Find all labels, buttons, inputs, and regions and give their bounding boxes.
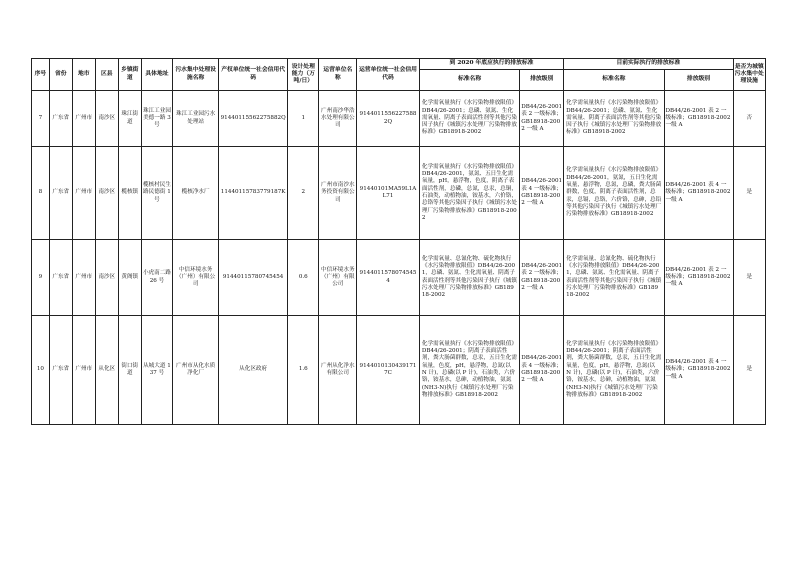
cell-town: 街口街道 — [118, 316, 141, 425]
cell-facility-name: 珠江工业园污水处理站 — [173, 91, 219, 147]
cell-is-urban: 否 — [733, 91, 765, 147]
cell-district: 南沙区 — [95, 147, 118, 240]
cell-is-urban: 是 — [733, 147, 765, 240]
header-std-name-current: 标准名称 — [564, 70, 664, 91]
cell-property-code: 91440115562275882Q — [219, 91, 288, 147]
cell-std-2020: 化学需氧量、总氰化物、硫化物执行《水污染物排放限值》DB44/26-2001，总磷、氨氮、生化需氧量、阴离子表面活性剂等其他污染因子执行《城镇污水处理厂污染物排放标准》GB18918-2002 — [419, 240, 519, 316]
cell-town: 黄阁镇 — [118, 240, 141, 316]
cell-province: 广东省 — [49, 316, 72, 425]
cell-capacity: 1 — [288, 91, 319, 147]
cell-city: 广州市 — [72, 91, 95, 147]
cell-std-current: 化学需氧量、总氰化物、硫化物执行《水污染物排放限值》DB44/26-2001，总磷、氨氮、生化需氧量、阴离子表面活性剂等其他污染因子执行《城镇污水处理厂污染物排放标准》GB18918-2002 — [564, 240, 664, 316]
cell-std-current: 化学需氧量执行《水污染物排放限值》DB44/26-2001；阴离子表面活性剂，粪大肠菌群数，总汞，五日生化需氧量，色度，pH，悬浮物，总氮(以 N 计)，总磷(以 P 计)，石油类，六价铬，铵基水，总砷，动植物油，氨氮(NH3-N)执行《城镇污水处理厂污染物排放标准》GB18918-2002 — [564, 316, 664, 425]
cell-seq: 7 — [32, 91, 50, 147]
cell-address: 小虎南二路 26 号 — [141, 240, 172, 316]
header-facility-name: 污水集中处理设施名称 — [173, 59, 219, 91]
cell-seq: 10 — [32, 316, 50, 425]
cell-seq: 9 — [32, 240, 50, 316]
cell-district: 南沙区 — [95, 240, 118, 316]
cell-address: 榄核村民生路民德街 1 号 — [141, 147, 172, 240]
cell-city: 广州市 — [72, 316, 95, 425]
cell-address: 珠江工业园美德一路 3 号 — [141, 91, 172, 147]
cell-level-2020: DB44/26-2001 表 4 一级标准；GB18918-2002 一级 A — [520, 147, 564, 240]
cell-province: 广东省 — [49, 91, 72, 147]
cell-district: 从化区 — [95, 316, 118, 425]
cell-is-urban: 是 — [733, 240, 765, 316]
cell-district: 南沙区 — [95, 91, 118, 147]
header-std-name-2020: 标准名称 — [419, 70, 519, 91]
table-row — [32, 240, 766, 316]
cell-operator: 中信环境水务（广州）有限公司 — [319, 240, 357, 316]
cell-property-code: 91440115780745454 — [219, 240, 288, 316]
header-group-current: 目前实际执行的排放标准 — [564, 59, 733, 70]
header-operator-code: 运营单位统一社会信用代码 — [357, 59, 420, 91]
cell-city: 广州市 — [72, 240, 95, 316]
cell-level-2020: DB44/26-2001 表 4 一级标准；GB18918-2002 一级 A — [520, 316, 564, 425]
header-city: 地市 — [72, 59, 95, 91]
cell-province: 广东省 — [49, 147, 72, 240]
cell-operator-code: 91440115562275882Q — [357, 91, 420, 147]
cell-std-2020: 化学需氧量执行《水污染物排放限值》DB44/26-2001；阴离子表面活性剂，粪大肠菌群数，总汞，五日生化需氧量，色度，pH，悬浮物，总氮(以 N 计)，总磷(以 P 计)，石油类，六价铬，铵基水，总砷，动植物油，氨氮(NH3-N)执行《城镇污水处理厂污染物排放标准》GB18918-2002 — [419, 316, 519, 425]
header-group-2020: 到 2020 年底应执行的排放标准 — [419, 59, 563, 70]
cell-property-code: 11440115783779187K — [219, 147, 288, 240]
header-operator: 运营单位名称 — [319, 59, 357, 91]
cell-property-code: 从化区政府 — [219, 316, 288, 425]
cell-city: 广州市 — [72, 147, 95, 240]
cell-operator-code: 91440101304391717C — [357, 316, 420, 425]
cell-std-current: 化学需氧量执行《水污染物排放限值》DB44/26-2001；总磷、氨氮、生化需氧量、阴离子表面活性剂等其他污染因子执行《城镇污水处理厂污染物排放标准》GB18918-2002 — [564, 91, 664, 147]
cell-level-current: DB44/26-2001 表 2 一级标准；GB18918-2002 一级 A — [664, 91, 733, 147]
cell-facility-name: 中信环境水务（广州）有限公司 — [173, 240, 219, 316]
cell-is-urban: 是 — [733, 316, 765, 425]
header-is-urban: 是否为城镇污水集中处理设施 — [733, 59, 765, 91]
cell-capacity: 0.6 — [288, 240, 319, 316]
table-row — [32, 91, 766, 147]
table-row — [32, 147, 766, 240]
cell-operator: 广州从化净水有限公司 — [319, 316, 357, 425]
cell-std-2020: 化学需氧量执行《水污染物排放限值》DB44/26-2001；总磷、氨氮、生化需氧量、阴离子表面活性剂等其他污染因子执行《城镇污水处理厂污染物排放标准》GB18918-2002 — [419, 91, 519, 147]
table-row — [32, 316, 766, 425]
header-district: 区县 — [95, 59, 118, 91]
cell-capacity: 2 — [288, 147, 319, 240]
cell-province: 广东省 — [49, 240, 72, 316]
cell-level-current: DB44/26-2001 表 2 一级标准；GB18918-2002 一级 A — [664, 240, 733, 316]
header-level-current: 排放级别 — [664, 70, 733, 91]
header-address: 具体地址 — [141, 59, 172, 91]
cell-town: 榄核镇 — [118, 147, 141, 240]
header-province: 省份 — [49, 59, 72, 91]
cell-operator: 广州南沙华浩水处理有限公司 — [319, 91, 357, 147]
cell-level-current: DB44/26-2001 表 4 一级标准；GB18918-2002 一级 A — [664, 147, 733, 240]
header-property-code: 产权单位统一社会信用代码 — [219, 59, 288, 91]
header-capacity: 设计处理能力（万吨/日） — [288, 59, 319, 91]
cell-operator-code: 91440115780745454 — [357, 240, 420, 316]
header-town: 乡镇街道 — [118, 59, 141, 91]
header-level-2020: 排放级别 — [520, 70, 564, 91]
cell-std-current: 化学需氧量执行《水污染物排放限值》DB44/26-2001，氨氮，五日生化需氧量，悬浮物，总氮，总磷，粪大肠菌群数，色度，阴离子表面活性剂，总汞，总镉，总铬，六价铬，总砷，总铅等其他污染因子执行《城镇污水处理厂污染物排放标准》GB18918-2002 — [564, 147, 664, 240]
cell-facility-name: 榄核净水厂 — [173, 147, 219, 240]
cell-address: 从城大道 137 号 — [141, 316, 172, 425]
cell-operator-code: 91440101MA59L1AL71 — [357, 147, 420, 240]
cell-seq: 8 — [32, 147, 50, 240]
cell-level-2020: DB44/26-2001 表 2 一级标准；GB18918-2002 一级 A — [520, 91, 564, 147]
cell-operator: 广州市南沙水务投资有限公司 — [319, 147, 357, 240]
cell-town: 珠江街道 — [118, 91, 141, 147]
wastewater-facility-table — [31, 58, 766, 425]
cell-std-2020: 化学需氧量执行《水污染物排放限值》DB44/26-2001，氨氮、五日生化需氧量，pH，悬浮物，色度，阴离子表面活性剂，总磷，总氮，总汞，总铜，石油类，动植物油，铵基水，六价铬，总铬等其他污染因子执行《城镇污水处理厂污染物排放标准》GB18918-2002 — [419, 147, 519, 240]
cell-capacity: 1.6 — [288, 316, 319, 425]
cell-facility-name: 广州市从化水质净化厂 — [173, 316, 219, 425]
cell-level-current: DB44/26-2001 表 4 一级标准；GB18918-2002 一级 A — [664, 316, 733, 425]
cell-level-2020: DB44/26-2001 表 2 一级标准；GB18918-2002 一级 A — [520, 240, 564, 316]
header-seq: 序号 — [32, 59, 50, 91]
